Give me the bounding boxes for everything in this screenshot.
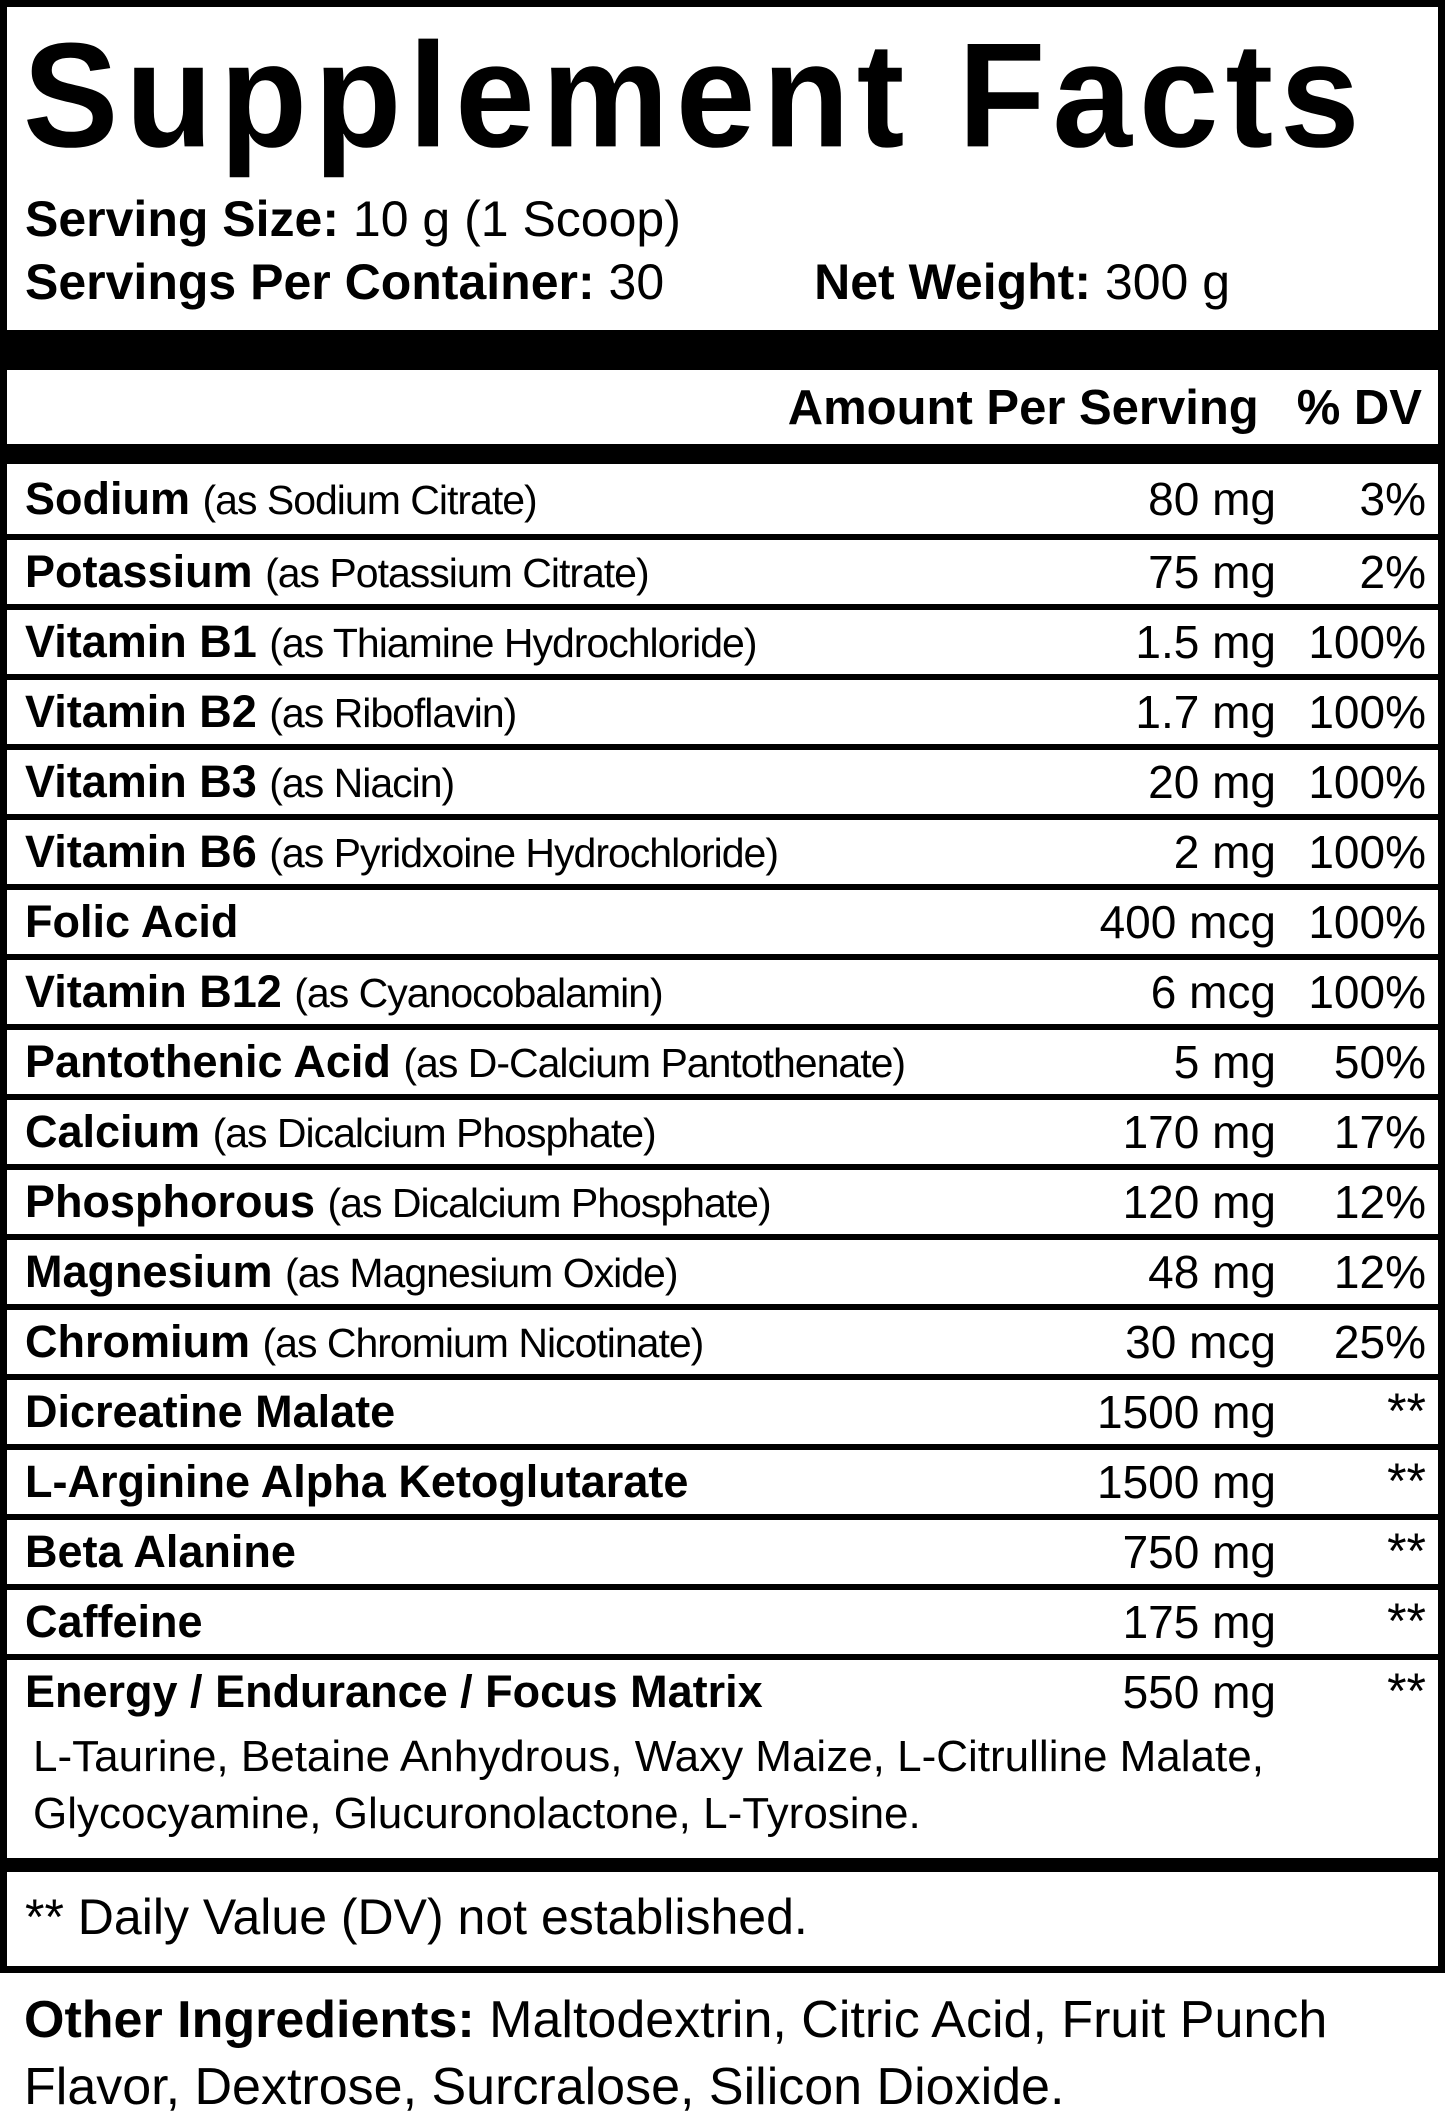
- nutrient-row: [7, 1024, 1438, 1094]
- percent-dv-header: % DV: [1296, 381, 1422, 435]
- nutrient-amount: 1.5 mg: [1135, 616, 1276, 668]
- nutrient-name: Vitamin B12: [25, 966, 295, 1017]
- nutrient-name: L-Arginine Alpha Ketoglutarate: [25, 1456, 689, 1507]
- nutrient-name: Folic Acid: [25, 896, 239, 947]
- nutrient-row: [7, 1234, 1438, 1304]
- nutrient-row: [7, 534, 1438, 604]
- nutrient-name-cell: [25, 1316, 1016, 1368]
- nutrient-amount: 1.7 mg: [1135, 686, 1276, 738]
- nutrient-row: [7, 814, 1438, 884]
- nutrient-amount: 120 mg: [1122, 1176, 1276, 1228]
- nutrient-daily-value: 17%: [1333, 1106, 1426, 1158]
- net-weight: [814, 251, 1230, 314]
- nutrient-daily-value: 3%: [1359, 473, 1426, 525]
- nutrient-amount: 2 mg: [1173, 826, 1276, 878]
- nutrient-daily-value: 12%: [1333, 1246, 1426, 1298]
- nutrient-source-detail: (as Riboflavin): [269, 690, 517, 736]
- nutrient-daily-value: **: [1387, 1383, 1426, 1439]
- nutrient-amount: 30 mcg: [1125, 1316, 1276, 1368]
- nutrient-name-cell: [25, 1456, 1016, 1508]
- nutrient-name: Pantothenic Acid: [25, 1036, 404, 1087]
- nutrient-name-cell: [25, 1596, 1016, 1648]
- nutrient-row: [7, 744, 1438, 814]
- daily-value-footnote: ** Daily Value (DV) not established.: [25, 1889, 808, 1945]
- servings-per-container-label: Servings Per Container:: [25, 254, 595, 310]
- nutrient-amount: 20 mg: [1148, 756, 1276, 808]
- nutrient-name: Beta Alanine: [25, 1526, 296, 1577]
- nutrient-source-detail: (as Pyridxoine Hydrochloride): [269, 830, 779, 876]
- divider-bar-top: [7, 330, 1438, 370]
- nutrient-daily-value: 25%: [1333, 1316, 1426, 1368]
- nutrient-source-detail: (as Chromium Nicotinate): [262, 1320, 704, 1366]
- nutrient-name-cell: [25, 966, 1016, 1018]
- nutrient-source-detail: (as Thiamine Hydrochloride): [269, 620, 757, 666]
- amount-per-serving-header: Amount Per Serving: [787, 381, 1259, 435]
- other-ingredients: [0, 1973, 1445, 2121]
- nutrient-source-detail: (as Sodium Citrate): [202, 477, 537, 523]
- nutrient-name: Sodium: [25, 473, 203, 524]
- nutrient-amount: 80 mg: [1148, 473, 1276, 525]
- nutrient-name-cell: [25, 1666, 1016, 1718]
- nutrient-name: Caffeine: [25, 1596, 203, 1647]
- servings-net-weight-line: [25, 251, 1438, 314]
- nutrient-name-cell: [25, 826, 1016, 878]
- nutrient-name: Dicreatine Malate: [25, 1386, 396, 1437]
- servings-per-container: [25, 251, 664, 314]
- nutrient-name: Potassium: [25, 546, 266, 597]
- nutrient-source-detail: (as Magnesium Oxide): [285, 1250, 678, 1296]
- nutrient-row: [7, 1374, 1438, 1444]
- nutrient-name-cell: [25, 1176, 1016, 1228]
- nutrient-source-detail: (as Potassium Citrate): [265, 550, 649, 596]
- nutrient-daily-value: 100%: [1308, 616, 1426, 668]
- nutrient-name: Vitamin B2: [25, 686, 270, 737]
- matrix-sub-ingredients: L-Taurine, Betaine Anhydrous, Waxy Maize, L-Citrulline Malate, Glycocyamine, Glucuronolactone, L-Tyrosine.: [33, 1732, 1264, 1838]
- divider-bar-footnote: [7, 1858, 1438, 1872]
- nutrient-amount: 1500 mg: [1096, 1386, 1276, 1438]
- nutrient-source-detail: (as Dicalcium Phosphate): [212, 1110, 656, 1156]
- nutrient-name-cell: [25, 1246, 1016, 1298]
- nutrient-source-detail: (as D-Calcium Pantothenate): [403, 1040, 906, 1086]
- divider-bar-header: [7, 444, 1438, 464]
- nutrient-amount: 550 mg: [1122, 1666, 1276, 1718]
- column-header-row: [7, 370, 1438, 444]
- nutrient-daily-value: 100%: [1308, 896, 1426, 948]
- other-ingredients-value: Maltodextrin, Citric Acid, Fruit Punch Flavor, Dextrose, Surcralose, Silicon Dioxide.: [24, 1991, 1328, 2116]
- nutrient-name-cell: [25, 1526, 1016, 1578]
- nutrient-daily-value: 100%: [1308, 756, 1426, 808]
- net-weight-label: Net Weight:: [814, 254, 1091, 310]
- nutrient-name-cell: [25, 473, 1016, 525]
- nutrient-amount: 170 mg: [1122, 1106, 1276, 1158]
- nutrient-row: [7, 674, 1438, 744]
- other-ingredients-label: Other Ingredients:: [24, 1991, 475, 2049]
- nutrient-daily-value: **: [1387, 1453, 1426, 1509]
- nutrient-name: Calcium: [25, 1106, 213, 1157]
- nutrient-name-cell: [25, 896, 1016, 948]
- serving-size-label: Serving Size:: [25, 191, 339, 247]
- nutrient-row: [7, 884, 1438, 954]
- nutrient-name: Vitamin B3: [25, 756, 270, 807]
- nutrient-amount: 5 mg: [1173, 1036, 1276, 1088]
- nutrient-amount: 750 mg: [1122, 1526, 1276, 1578]
- nutrient-daily-value: **: [1387, 1593, 1426, 1649]
- net-weight-value: 300 g: [1104, 254, 1231, 310]
- serving-size-line: [25, 188, 1438, 251]
- nutrient-row: [7, 604, 1438, 674]
- nutrient-amount: 175 mg: [1122, 1596, 1276, 1648]
- nutrient-name-cell: [25, 1386, 1016, 1438]
- nutrient-row: [7, 1444, 1438, 1514]
- nutrient-daily-value: 12%: [1333, 1176, 1426, 1228]
- nutrient-name-cell: [25, 616, 1016, 668]
- nutrient-name-cell: [25, 1106, 1016, 1158]
- nutrient-row: [7, 1514, 1438, 1584]
- nutrient-row: [7, 1654, 1438, 1724]
- nutrient-name-cell: [25, 756, 1016, 808]
- nutrient-row: [7, 1304, 1438, 1374]
- nutrient-amount: 1500 mg: [1096, 1456, 1276, 1508]
- serving-info: [7, 164, 1438, 314]
- nutrient-row: [7, 1164, 1438, 1234]
- nutrient-source-detail: (as Cyanocobalamin): [294, 970, 663, 1016]
- nutrient-name-cell: [25, 1036, 1016, 1088]
- nutrient-table: [7, 464, 1438, 1724]
- nutrient-daily-value: 100%: [1308, 826, 1426, 878]
- nutrient-row: [7, 1094, 1438, 1164]
- nutrient-name-cell: [25, 686, 1016, 738]
- nutrient-name: Vitamin B1: [25, 616, 270, 667]
- servings-per-container-value: 30: [608, 254, 665, 310]
- nutrient-amount: 400 mcg: [1099, 896, 1276, 948]
- nutrient-row: [7, 1584, 1438, 1654]
- nutrient-daily-value: 2%: [1359, 546, 1426, 598]
- nutrient-amount: 6 mcg: [1150, 966, 1276, 1018]
- nutrient-daily-value: **: [1387, 1523, 1426, 1579]
- nutrient-name-cell: [25, 546, 1016, 598]
- nutrient-amount: 75 mg: [1148, 546, 1276, 598]
- nutrient-name: Vitamin B6: [25, 826, 270, 877]
- nutrient-row: [7, 464, 1438, 534]
- nutrient-daily-value: 100%: [1308, 686, 1426, 738]
- nutrient-daily-value: 100%: [1308, 966, 1426, 1018]
- panel-title: Supplement Facts: [23, 13, 1367, 179]
- nutrient-source-detail: (as Niacin): [269, 760, 455, 806]
- nutrient-daily-value: 50%: [1333, 1036, 1426, 1088]
- nutrient-name: Chromium: [25, 1316, 263, 1367]
- nutrient-amount: 48 mg: [1148, 1246, 1276, 1298]
- serving-size-value: 10 g (1 Scoop): [352, 191, 681, 247]
- nutrient-daily-value: **: [1387, 1663, 1426, 1719]
- nutrient-name: Magnesium: [25, 1246, 286, 1297]
- nutrient-name: Energy / Endurance / Focus Matrix: [25, 1666, 763, 1717]
- nutrient-source-detail: (as Dicalcium Phosphate): [327, 1180, 771, 1226]
- nutrient-row: [7, 954, 1438, 1024]
- nutrient-name: Phosphorous: [25, 1176, 328, 1227]
